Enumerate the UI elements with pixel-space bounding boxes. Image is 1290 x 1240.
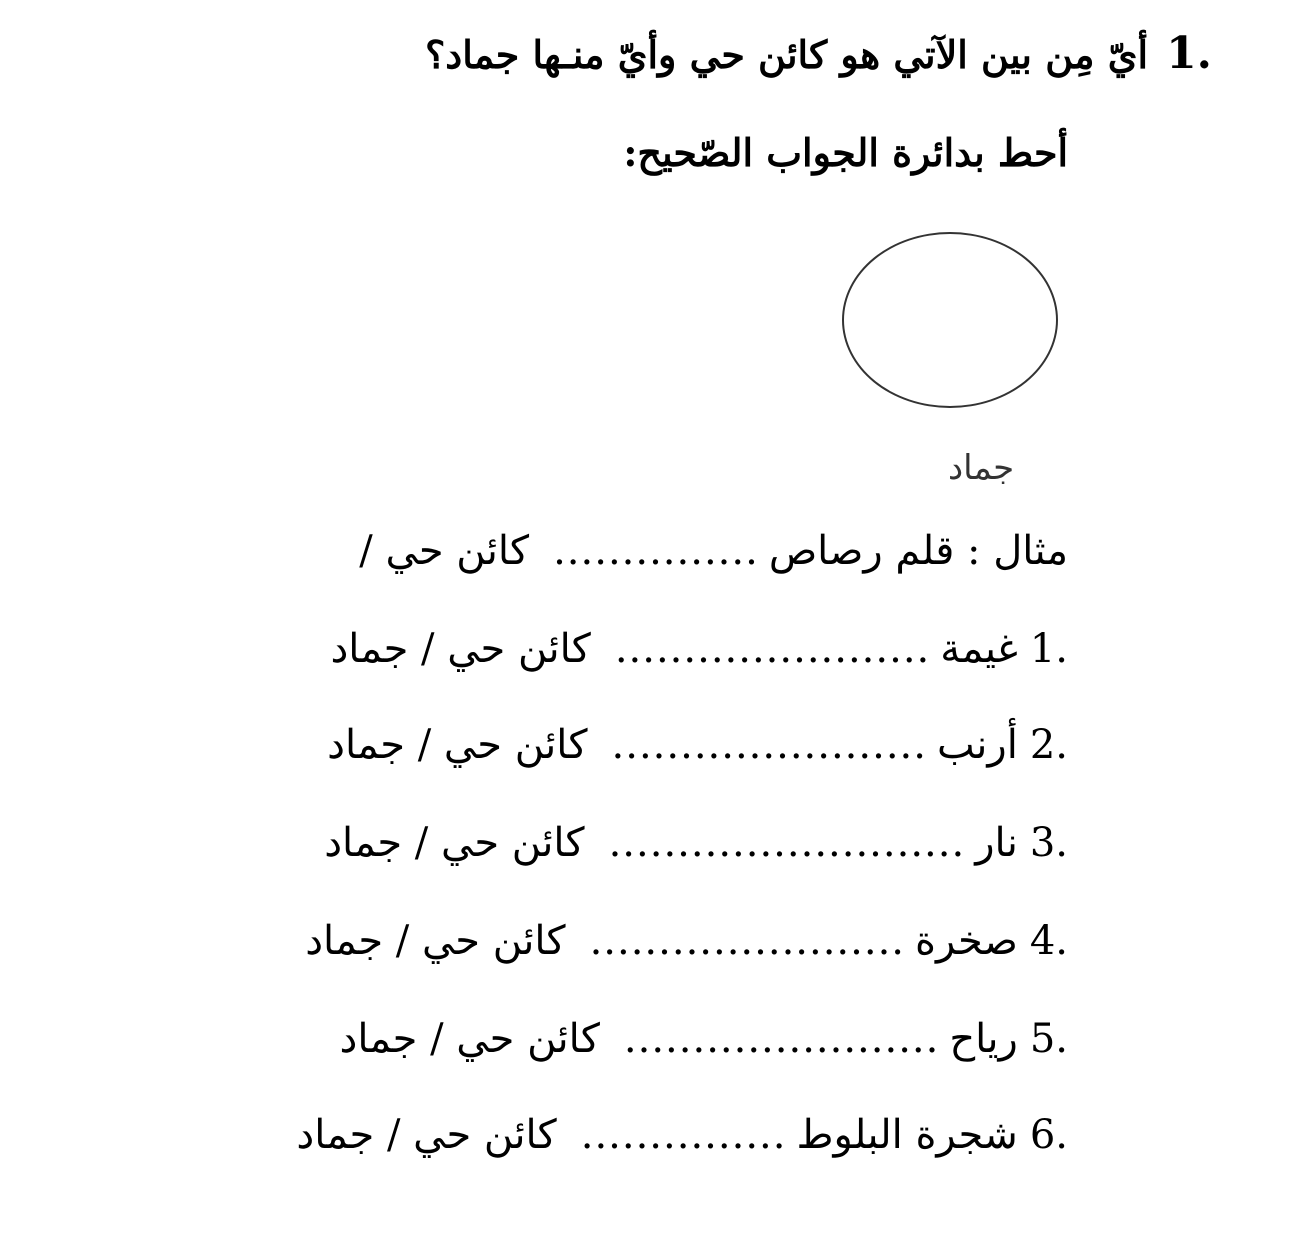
item-number: 5. [1029,1016,1068,1062]
item-dots: ....................... [614,626,931,672]
list-item [327,710,1068,780]
item-word: أرنب [936,722,1018,768]
list-item [296,1100,1068,1170]
answer-circle [842,232,1058,408]
instruction: أحط بدائرة الجواب الصّحيح: [623,130,1068,175]
list-item [305,906,1068,976]
item-choices[interactable]: كائن حي / جماد [330,626,591,672]
item-number: 1. [1029,626,1068,672]
question-number: 1. [1166,28,1212,79]
item-word: صخرة [915,918,1018,964]
item-dots: ....................... [623,1016,940,1062]
example-choices[interactable]: كائن حي / [359,528,530,574]
item-number: 3. [1029,820,1068,866]
item-dots: .......................... [608,820,966,866]
example-dots: ............... [553,528,759,574]
item-dots: ....................... [611,722,927,768]
item-choices[interactable]: كائن حي / جماد [339,1016,600,1062]
item-choices[interactable]: كائن حي / جماد [296,1112,557,1158]
example-row [359,516,1068,586]
item-word: نار [975,820,1018,866]
item-word: غيمة [940,626,1018,672]
item-number: 6. [1029,1112,1068,1158]
item-choices[interactable]: كائن حي / جماد [327,722,588,768]
list-item [340,1004,1068,1074]
question-title [425,28,1212,79]
question-text: أيّ مِن بين الآتي هو كائن حي وأيّ منـها جماد؟ [425,32,1149,77]
example-label: مثال : قلم رصاص [768,528,1068,574]
list-item [330,614,1068,684]
item-number: 4. [1029,918,1068,964]
list-item [324,808,1068,878]
item-choices[interactable]: كائن حي / جماد [324,820,585,866]
circle-label: جماد [948,448,1015,488]
item-dots: ....................... [589,918,906,964]
item-number: 2. [1029,722,1068,768]
item-word: رياح [949,1016,1018,1062]
item-dots: ............... [580,1112,787,1158]
item-choices[interactable]: كائن حي / جماد [305,918,566,964]
item-word: شجرة البلوط [796,1112,1018,1158]
